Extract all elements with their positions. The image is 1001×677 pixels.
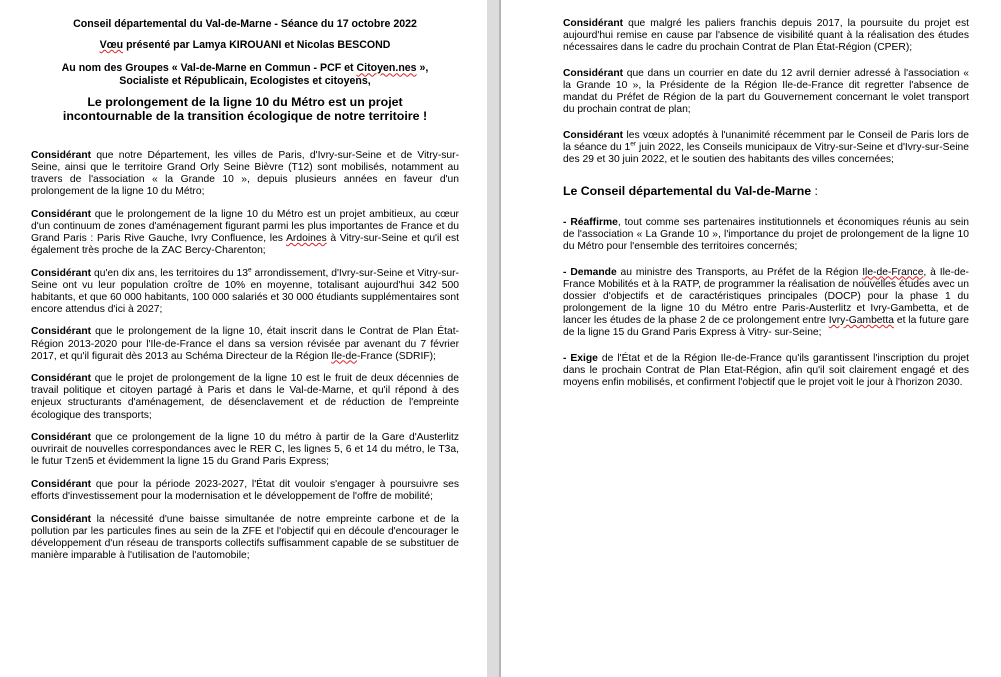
paragraph-considerant-9: Considérant que malgré les paliers franchis depuis 2017, la poursuite du projet est aujourd'hui remise en cause par l'absence de visibilité quant à la réalisation des études nécessaires dans le cadre du prochain Contrat de Plan État-Région (CPER); xyxy=(563,18,969,54)
document-page-right xyxy=(501,0,1001,677)
document-title: Le prolongement de la ligne 10 du Métro est un projet incontournable de la transition écologique de notre territoire ! xyxy=(62,94,428,124)
paragraph-considerant-2: Considérant que le prolongement de la ligne 10 du Métro est un projet ambitieux, au cœur d'un continuum de zones d'aménagement figurant parmi les plus importantes de France et du Grand Paris : Paris Rive Gauche, Ivry Confluence, les Ardoines à Vitry-sur-Seine et qu'il est également très proche de la ZAC Bercy-Charenton; xyxy=(31,208,459,256)
paragraph-considerant-1: Considérant que notre Département, les villes de Paris, d'Ivry-sur-Seine et de Vitry-sur-Seine, ainsi que le territoire Grand Orly Seine Bièvre (T12) sont mobilisés, notamment au travers de l'association « la Grande 10 », depuis plusieurs années en faveur d'un prolongement de la ligne 10 du Métro; xyxy=(31,149,459,198)
spellcheck-word: Citoyen.nes xyxy=(356,62,417,75)
paragraph-considerant-6: Considérant que ce prolongement de la ligne 10 du métro à partir de la Gare d'Austerlitz ouvrirait de nouvelles correspondances avec le RER C, les lignes 5, 6 et 14 du métro, le T3a, le futur Tzen5 et évidemment la ligne 15 du Grand Paris Express; xyxy=(31,432,459,468)
paragraph-considerant-8: Considérant la nécessité d'une baisse simultanée de notre empreinte carbone et de la pollution par les particules fines au sein de la ZFE et l'objectif qui en découle d'encourager le développement d'un réseau de transports collectifs suffisamment capable de se substituer de manière imparable à l'utilisation de l'automobile; xyxy=(31,513,459,561)
paragraph-considerant-5: Considérant que le projet de prolongement de la ligne 10 est le fruit de deux décennies de travail politique et citoyen partagé à Paris et dans le Val-de-Marne, et qu'il répond à des enjeux structurants d'aménagement, de désenclavement et de réduction de l'empreinte écologique des transports; xyxy=(31,373,459,421)
spellcheck-word: Ile-de xyxy=(331,350,357,362)
paragraph-considerant-10: Considérant que dans un courrier en date du 12 avril dernier adressé à l'association « la Grande 10 », la Présidente de la Région Ile-de-France dit regretter l'absence de mandat du Préfet de Région de la part du Gouvernement concernant le volet transport du prochain contrat de plan; xyxy=(563,67,969,116)
groups-line: Au nom des Groupes « Val-de-Marne en Commun - PCF et Citoyen.nes », Socialiste et Républicain, Ecologistes et citoyens, xyxy=(61,62,429,87)
resolution-exige: - Exige de l'État et de la Région Ile-de-France qu'ils garantissent l'inscription du projet dans le prochain Contrat de Plan Etat-Région, afin qu'il soit clairement engagé et des moyens enfin mobilisés, et confirment l'objectif que le projet voit le jour à l'horizon 2030. xyxy=(563,352,969,388)
document-page-left xyxy=(0,0,487,677)
paragraph-considerant-11: Considérant les vœux adoptés à l'unanimité récemment par le Conseil de Paris lors de la séance du 1er juin 2022, les Conseils municipaux de Vitry-sur-Seine et d'Ivry-sur-Seine des 29 et 30 juin 2022, et le soutien des habitants des villes concernées; xyxy=(563,129,970,165)
paragraph-considerant-7: Considérant que pour la période 2023-2027, l'État dit vouloir s'engager à poursuivre ses efforts d'investissement pour la modernisation et le développement de l'offre de mobilité; xyxy=(31,478,459,502)
resolution-reaffirme: - Réaffirme, tout comme ses partenaires institutionnels et économiques réunis au sein de l'association « La Grande 10 », l'importance du projet de prolongement de la ligne 10 du Métro pour l'ensemble des territoires concernés; xyxy=(563,216,969,253)
paragraph-considerant-4: Considérant que le prolongement de la ligne 10, était inscrit dans le Contrat de Plan État-Région 2013-2020 pour l'Ile-de-France el dans sa version révisée par avenant du 7 février 2017, et qu'il figurait dès 2013 au Schéma Directeur de la Région Ile-de-France (SDRIF); xyxy=(31,326,459,362)
spellcheck-word: Vœu xyxy=(99,39,124,52)
spellcheck-word: Ile-de-France xyxy=(862,266,924,278)
authors-line: Vœu présenté par Lamya KIROUANI et Nicolas BESCOND xyxy=(99,39,391,52)
resolution-demande: - Demande au ministre des Transports, au Préfet de la Région Ile-de-France, à Ile-de-France Mobilités et à la RATP, de programmer la réalisation de nouvelles études avec un dossier d'objectifs et de caractéristiques principales (DOCP) pour la phase 1 du prolongement de la ligne 10 du Métro entre Paris-Austerlitz et Ivry-Gambetta, et de lancer les études de la phase 2 de ce prolongement entre Ivry-Gambetta et la future gare de la ligne 15 du Grand Paris Express à Vitry- sur-Seine; xyxy=(563,266,969,339)
session-header: Conseil départemental du Val-de-Marne - Séance du 17 octobre 2022 xyxy=(73,18,417,30)
spellcheck-word: Ardoines xyxy=(286,232,327,244)
spellcheck-word: Ivry-Gambetta xyxy=(828,315,894,327)
council-heading: Le Conseil départemental du Val-de-Marne : xyxy=(563,183,818,198)
paragraph-considerant-3: Considérant qu'en dix ans, les territoires du 13e arrondissement, d'Ivry-sur-Seine et Vitry-sur-Seine ont vu leur population croître de 10% en moyenne, totalisant aujourd'hui 342 500 habitants, et que 60 000 habitants, 100 000 salariés et 30 000 étudiants supplémentaires sont encore attendus d'ici à 2027; xyxy=(31,266,459,315)
